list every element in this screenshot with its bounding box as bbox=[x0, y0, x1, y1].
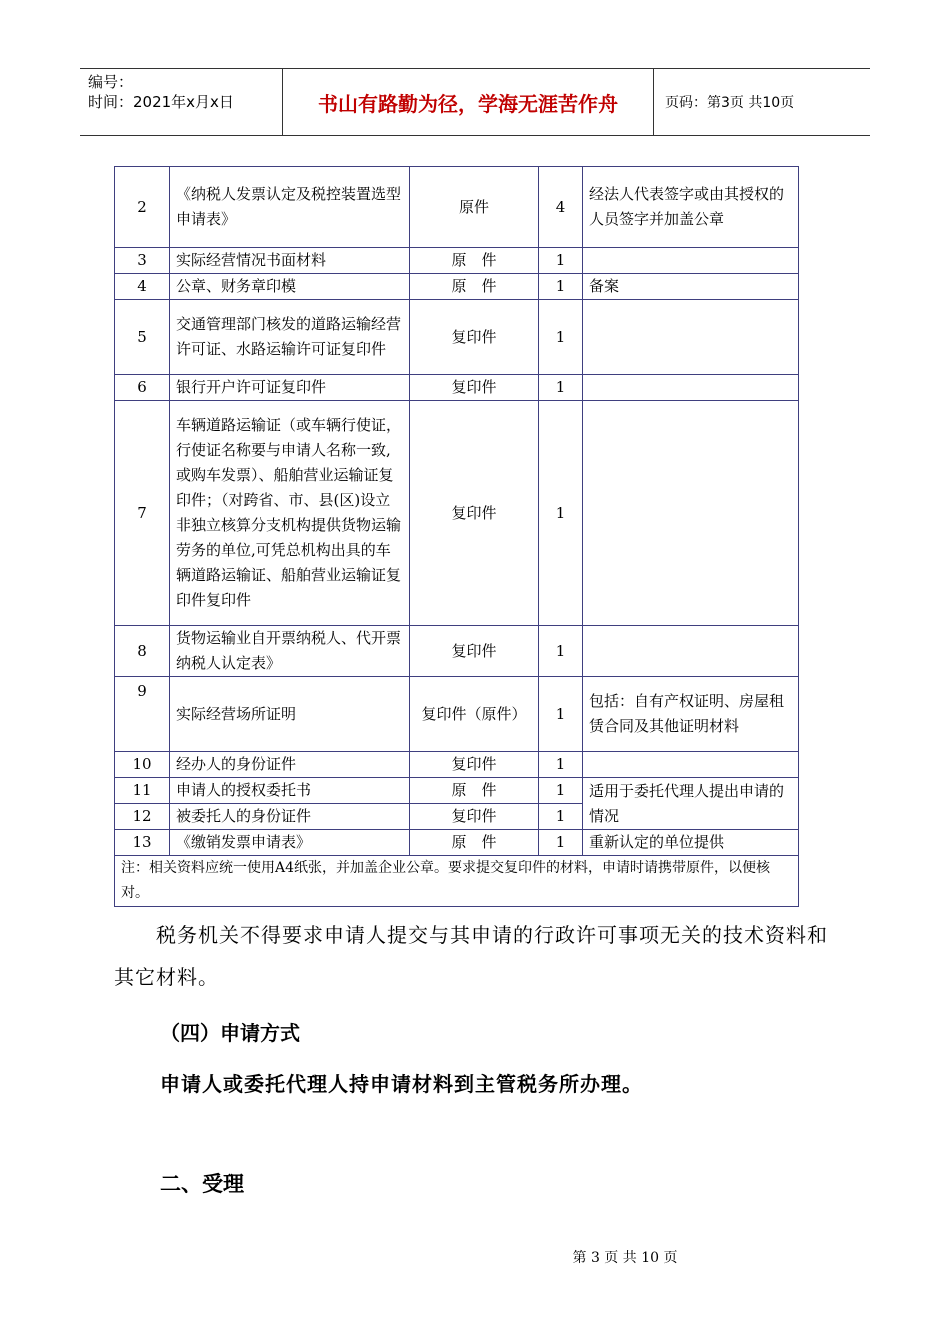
material-remark: 经法人代表签字或由其授权的人员签字并加盖公章 bbox=[583, 167, 799, 248]
material-remark: 重新认定的单位提供 bbox=[583, 830, 799, 856]
material-remark bbox=[583, 752, 799, 778]
material-name: 公章、财务章印模 bbox=[170, 274, 410, 300]
table-note: 注：相关资料应统一使用A4纸张，并加盖企业公章。要求提交复印件的材料，申请时请携带原件，以便核对。 bbox=[115, 856, 799, 907]
document-time: 时间：2021年x月x日 bbox=[88, 93, 234, 111]
material-count: 4 bbox=[539, 167, 583, 248]
material-name: 实际经营情况书面材料 bbox=[170, 248, 410, 274]
header-meta bbox=[80, 69, 283, 135]
document-number-label: 编号： bbox=[88, 73, 134, 91]
material-name: 经办人的身份证件 bbox=[170, 752, 410, 778]
row-number: 11 bbox=[115, 778, 170, 804]
page-header bbox=[80, 68, 870, 136]
material-count: 1 bbox=[539, 677, 583, 752]
material-name: 车辆道路运输证（或车辆行使证，行使证名称要与申请人名称一致,或购车发票）、船舶营业运输证复印件；（对跨省、市、县(区)设立非独立核算分支机构提供货物运输劳务的单位,可凭总机构出具的车辆道路运输证、船舶营业运输证复印件复印件 bbox=[170, 401, 410, 626]
body-paragraph: 税务机关不得要求申请人提交与其申请的行政许可事项无关的技术资料和其它材料。 bbox=[114, 923, 828, 989]
material-count: 1 bbox=[539, 248, 583, 274]
table-row bbox=[115, 401, 799, 626]
row-number: 5 bbox=[115, 300, 170, 375]
material-name: 被委托人的身份证件 bbox=[170, 804, 410, 830]
table-row bbox=[115, 274, 799, 300]
material-count: 1 bbox=[539, 401, 583, 626]
material-remark bbox=[583, 375, 799, 401]
material-name: 《纳税人发票认定及税控装置选型申请表》 bbox=[170, 167, 410, 248]
material-remark: 备案 bbox=[583, 274, 799, 300]
row-number: 4 bbox=[115, 274, 170, 300]
material-type: 复印件 bbox=[410, 375, 539, 401]
material-remark: 适用于委托代理人提出申请的情况 bbox=[583, 778, 799, 830]
row-number: 12 bbox=[115, 804, 170, 830]
row-number: 10 bbox=[115, 752, 170, 778]
material-count: 1 bbox=[539, 626, 583, 677]
table-row bbox=[115, 830, 799, 856]
material-count: 1 bbox=[539, 752, 583, 778]
table-row bbox=[115, 300, 799, 375]
page-footer: 第 3 页 共 10 页 bbox=[572, 1250, 678, 1266]
row-number: 3 bbox=[115, 248, 170, 274]
section-heading-acceptance: 二、受理 bbox=[160, 1172, 244, 1196]
material-remark: 包括：自有产权证明、房屋租赁合同及其他证明材料 bbox=[583, 677, 799, 752]
material-count: 1 bbox=[539, 830, 583, 856]
material-remark bbox=[583, 300, 799, 375]
material-remark bbox=[583, 401, 799, 626]
table-row bbox=[115, 248, 799, 274]
material-type: 原 件 bbox=[410, 830, 539, 856]
material-count: 1 bbox=[539, 274, 583, 300]
row-number: 8 bbox=[115, 626, 170, 677]
material-type: 原 件 bbox=[410, 248, 539, 274]
table-row bbox=[115, 856, 799, 907]
table-row bbox=[115, 167, 799, 248]
material-count: 1 bbox=[539, 375, 583, 401]
material-remark bbox=[583, 248, 799, 274]
material-name: 《缴销发票申请表》 bbox=[170, 830, 410, 856]
material-type: 原 件 bbox=[410, 778, 539, 804]
material-type: 复印件（原件） bbox=[410, 677, 539, 752]
materials-table bbox=[114, 166, 799, 907]
row-number: 2 bbox=[115, 167, 170, 248]
material-name: 申请人的授权委托书 bbox=[170, 778, 410, 804]
row-number: 13 bbox=[115, 830, 170, 856]
table-row bbox=[115, 375, 799, 401]
material-name: 实际经营场所证明 bbox=[170, 677, 410, 752]
material-remark bbox=[583, 626, 799, 677]
material-type: 复印件 bbox=[410, 752, 539, 778]
material-count: 1 bbox=[539, 778, 583, 804]
material-type: 原 件 bbox=[410, 274, 539, 300]
material-name: 交通管理部门核发的道路运输经营许可证、水路运输许可证复印件 bbox=[170, 300, 410, 375]
row-number: 7 bbox=[115, 401, 170, 626]
material-type: 复印件 bbox=[410, 401, 539, 626]
material-name: 货物运输业自开票纳税人、代开票纳税人认定表》 bbox=[170, 626, 410, 677]
material-type: 复印件 bbox=[410, 626, 539, 677]
header-page-info: 页码：第3页 共10页 bbox=[665, 95, 795, 111]
row-number: 9 bbox=[115, 677, 170, 752]
material-type: 原件 bbox=[410, 167, 539, 248]
row-number: 6 bbox=[115, 375, 170, 401]
table-row bbox=[115, 626, 799, 677]
section-text-application-method: 申请人或委托代理人持申请材料到主管税务所办理。 bbox=[160, 1072, 643, 1096]
material-count: 1 bbox=[539, 804, 583, 830]
table-row bbox=[115, 752, 799, 778]
material-type: 复印件 bbox=[410, 300, 539, 375]
material-name: 银行开户许可证复印件 bbox=[170, 375, 410, 401]
material-count: 1 bbox=[539, 300, 583, 375]
table-row bbox=[115, 677, 799, 752]
section-heading-application-method: （四）申请方式 bbox=[160, 1021, 300, 1045]
header-motto: 书山有路勤为径，学海无涯苦作舟 bbox=[283, 69, 654, 135]
material-type: 复印件 bbox=[410, 804, 539, 830]
table-row bbox=[115, 778, 799, 804]
